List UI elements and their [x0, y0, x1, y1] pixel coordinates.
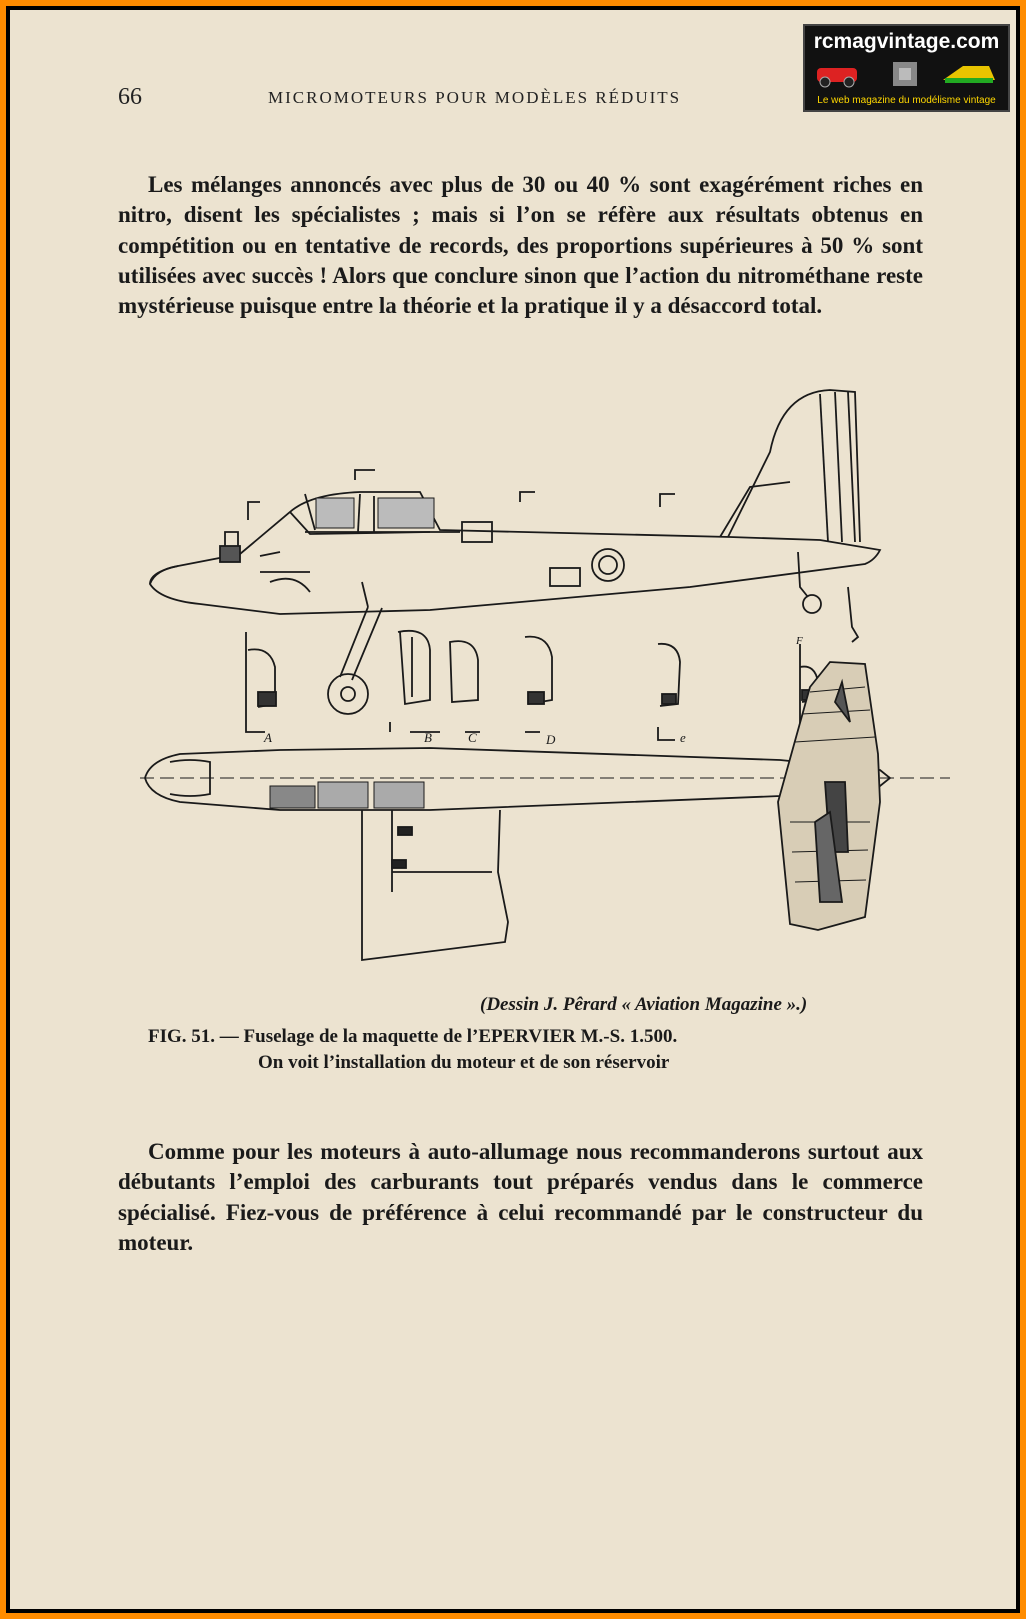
cross-sections [246, 631, 818, 740]
watermark-logo-art [813, 60, 999, 88]
fuselage-technical-drawing [130, 382, 960, 972]
site-watermark-badge [803, 24, 1010, 112]
figure-caption-line-1: FIG. 51. — Fuselage de la maquette de l’EPERVIER M.-S. 1.500. [148, 1026, 678, 1047]
section-label-c: C [468, 730, 477, 745]
watermark-site: rcmagvintage.com [813, 30, 1000, 53]
section-label-d: D [546, 732, 556, 747]
figure-caption-line-2: On voit l’installation du moteur et de son réservoir [258, 1052, 670, 1073]
section-label-a: A [264, 730, 272, 745]
figure-credit: (Dessin J. Pêrard « Aviation Magazine ».) [480, 994, 808, 1015]
body-paragraph-1: Les mélanges annoncés avec plus de 30 ou 40 % sont exagérément riches en nitro, disent les spécialistes ; mais si l’on se réfère aux résultats obtenus en compétition ou en tentative de records, des proportions supérieures à 50 % sont utilisées avec succès ! Alors que conclure sinon que l’action du nitrométhane reste mystérieuse puisque entre la théorie et la pratique il y a désaccord total. [118, 172, 923, 319]
side-view [150, 390, 880, 714]
watermark-tagline: Le web magazine du modélisme vintage [817, 95, 996, 106]
section-label-b: B [424, 730, 432, 745]
section-label-e: e [680, 730, 686, 745]
page-number: 66 [118, 84, 142, 110]
section-label-f: F [796, 635, 803, 647]
running-title: MICROMOTEURS POUR MODÈLES RÉDUITS [268, 88, 682, 107]
book-page [10, 10, 1016, 1609]
body-paragraph-2: Comme pour les moteurs à auto-allumage nous recommanderons surtout aux débutants l’emploi des carburants tout préparés vendus dans le commerce spécialisé. Fiez-vous de préférence à celui recommandé par le constructeur du moteur. [118, 1139, 923, 1255]
